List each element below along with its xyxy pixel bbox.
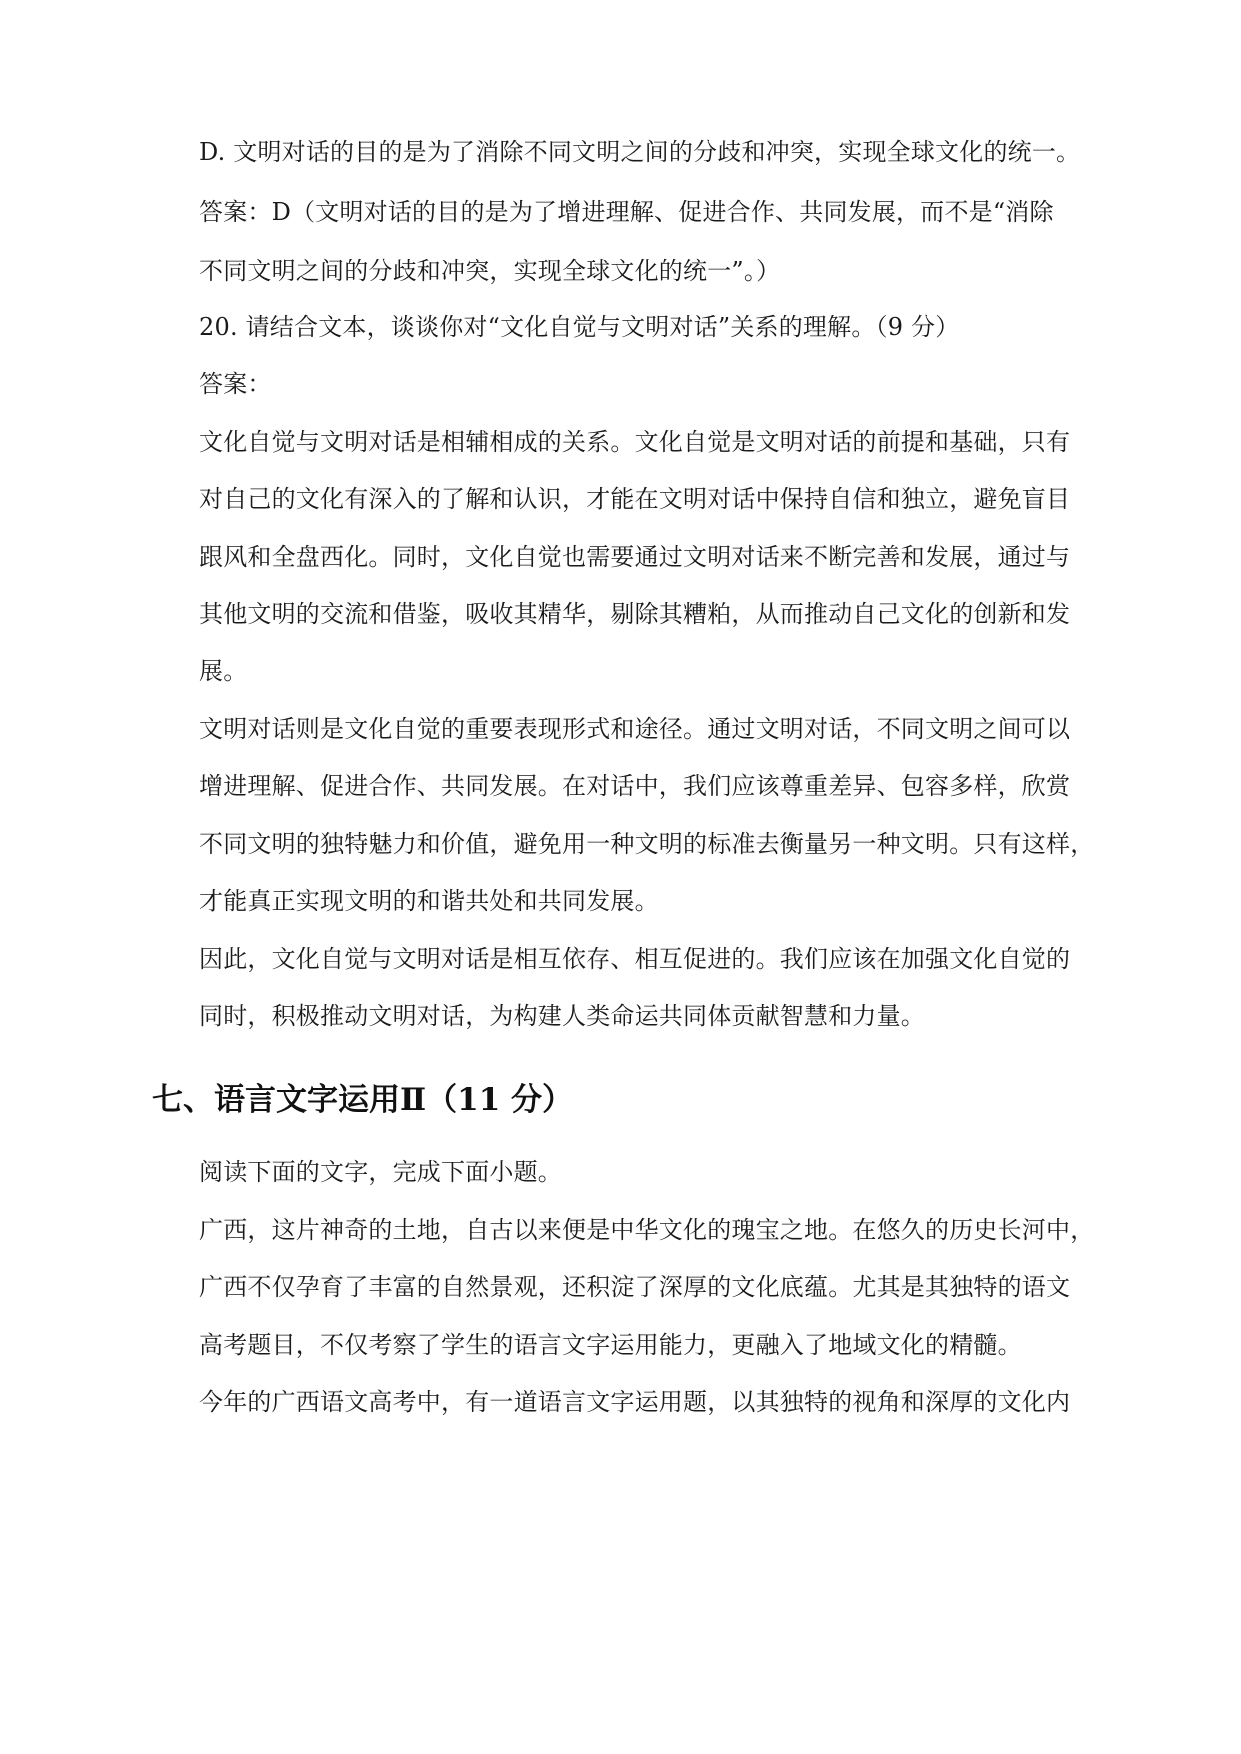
paragraph-line: 因此，文化自觉与文明对话是相互依存、相互促进的。我们应该在加强文化自觉的 (199, 945, 1071, 973)
paragraph-line: 跟风和全盘西化。同时，文化自觉也需要通过文明对话来不断完善和发展，通过与 (199, 543, 1071, 571)
paragraph-line: 对自己的文化有深入的了解和认识，才能在文明对话中保持自信和独立，避免盲目 (199, 485, 1071, 513)
paragraph-line: 展。 (199, 657, 248, 685)
answer-label: 答案： (199, 370, 272, 398)
option-d-line: D. 文明对话的目的是为了消除不同文明之间的分歧和冲突，实现全球文化的统一。 (199, 138, 1081, 166)
section-paragraph-line: 广西不仅孕育了丰富的自然景观，还积淀了深厚的文化底蕴。尤其是其独特的语文 (199, 1273, 1071, 1301)
paragraph-line: 不同文明的独特魅力和价值，避免用一种文明的标准去衡量另一种文明。只有这样， (199, 830, 1095, 858)
answer-line-2: 不同文明之间的分歧和冲突，实现全球文化的统一”。） (199, 257, 781, 285)
paragraph-line: 增进理解、促进合作、共同发展。在对话中，我们应该尊重差异、包容多样，欣赏 (199, 772, 1071, 800)
question-20-line: 20. 请结合文本，谈谈你对“文化自觉与文明对话”关系的理解。（9 分） (199, 313, 960, 341)
section-heading: 七、语言文字运用Ⅱ（11 分） (152, 1082, 574, 1118)
section-paragraph-line: 高考题目，不仅考察了学生的语言文字运用能力，更融入了地域文化的精髓。 (199, 1331, 1022, 1359)
section-instruction: 阅读下面的文字，完成下面小题。 (199, 1158, 562, 1186)
section-paragraph-line: 广西，这片神奇的土地，自古以来便是中华文化的瑰宝之地。在悠久的历史长河中， (199, 1216, 1095, 1244)
paragraph-line: 才能真正实现文明的和谐共处和共同发展。 (199, 887, 659, 915)
paragraph-line: 文明对话则是文化自觉的重要表现形式和途径。通过文明对话，不同文明之间可以 (199, 715, 1071, 743)
answer-line-1: 答案：D（文明对话的目的是为了增进理解、促进合作、共同发展，而不是“消除 (199, 198, 1054, 226)
paragraph-line: 其他文明的交流和借鉴，吸收其精华，剔除其糟粕，从而推动自己文化的创新和发 (199, 600, 1071, 628)
paragraph-line: 文化自觉与文明对话是相辅相成的关系。文化自觉是文明对话的前提和基础，只有 (199, 428, 1071, 456)
paragraph-line: 同时，积极推动文明对话，为构建人类命运共同体贡献智慧和力量。 (199, 1002, 925, 1030)
section-paragraph-line: 今年的广西语文高考中，有一道语言文字运用题，以其独特的视角和深厚的文化内 (199, 1388, 1071, 1416)
